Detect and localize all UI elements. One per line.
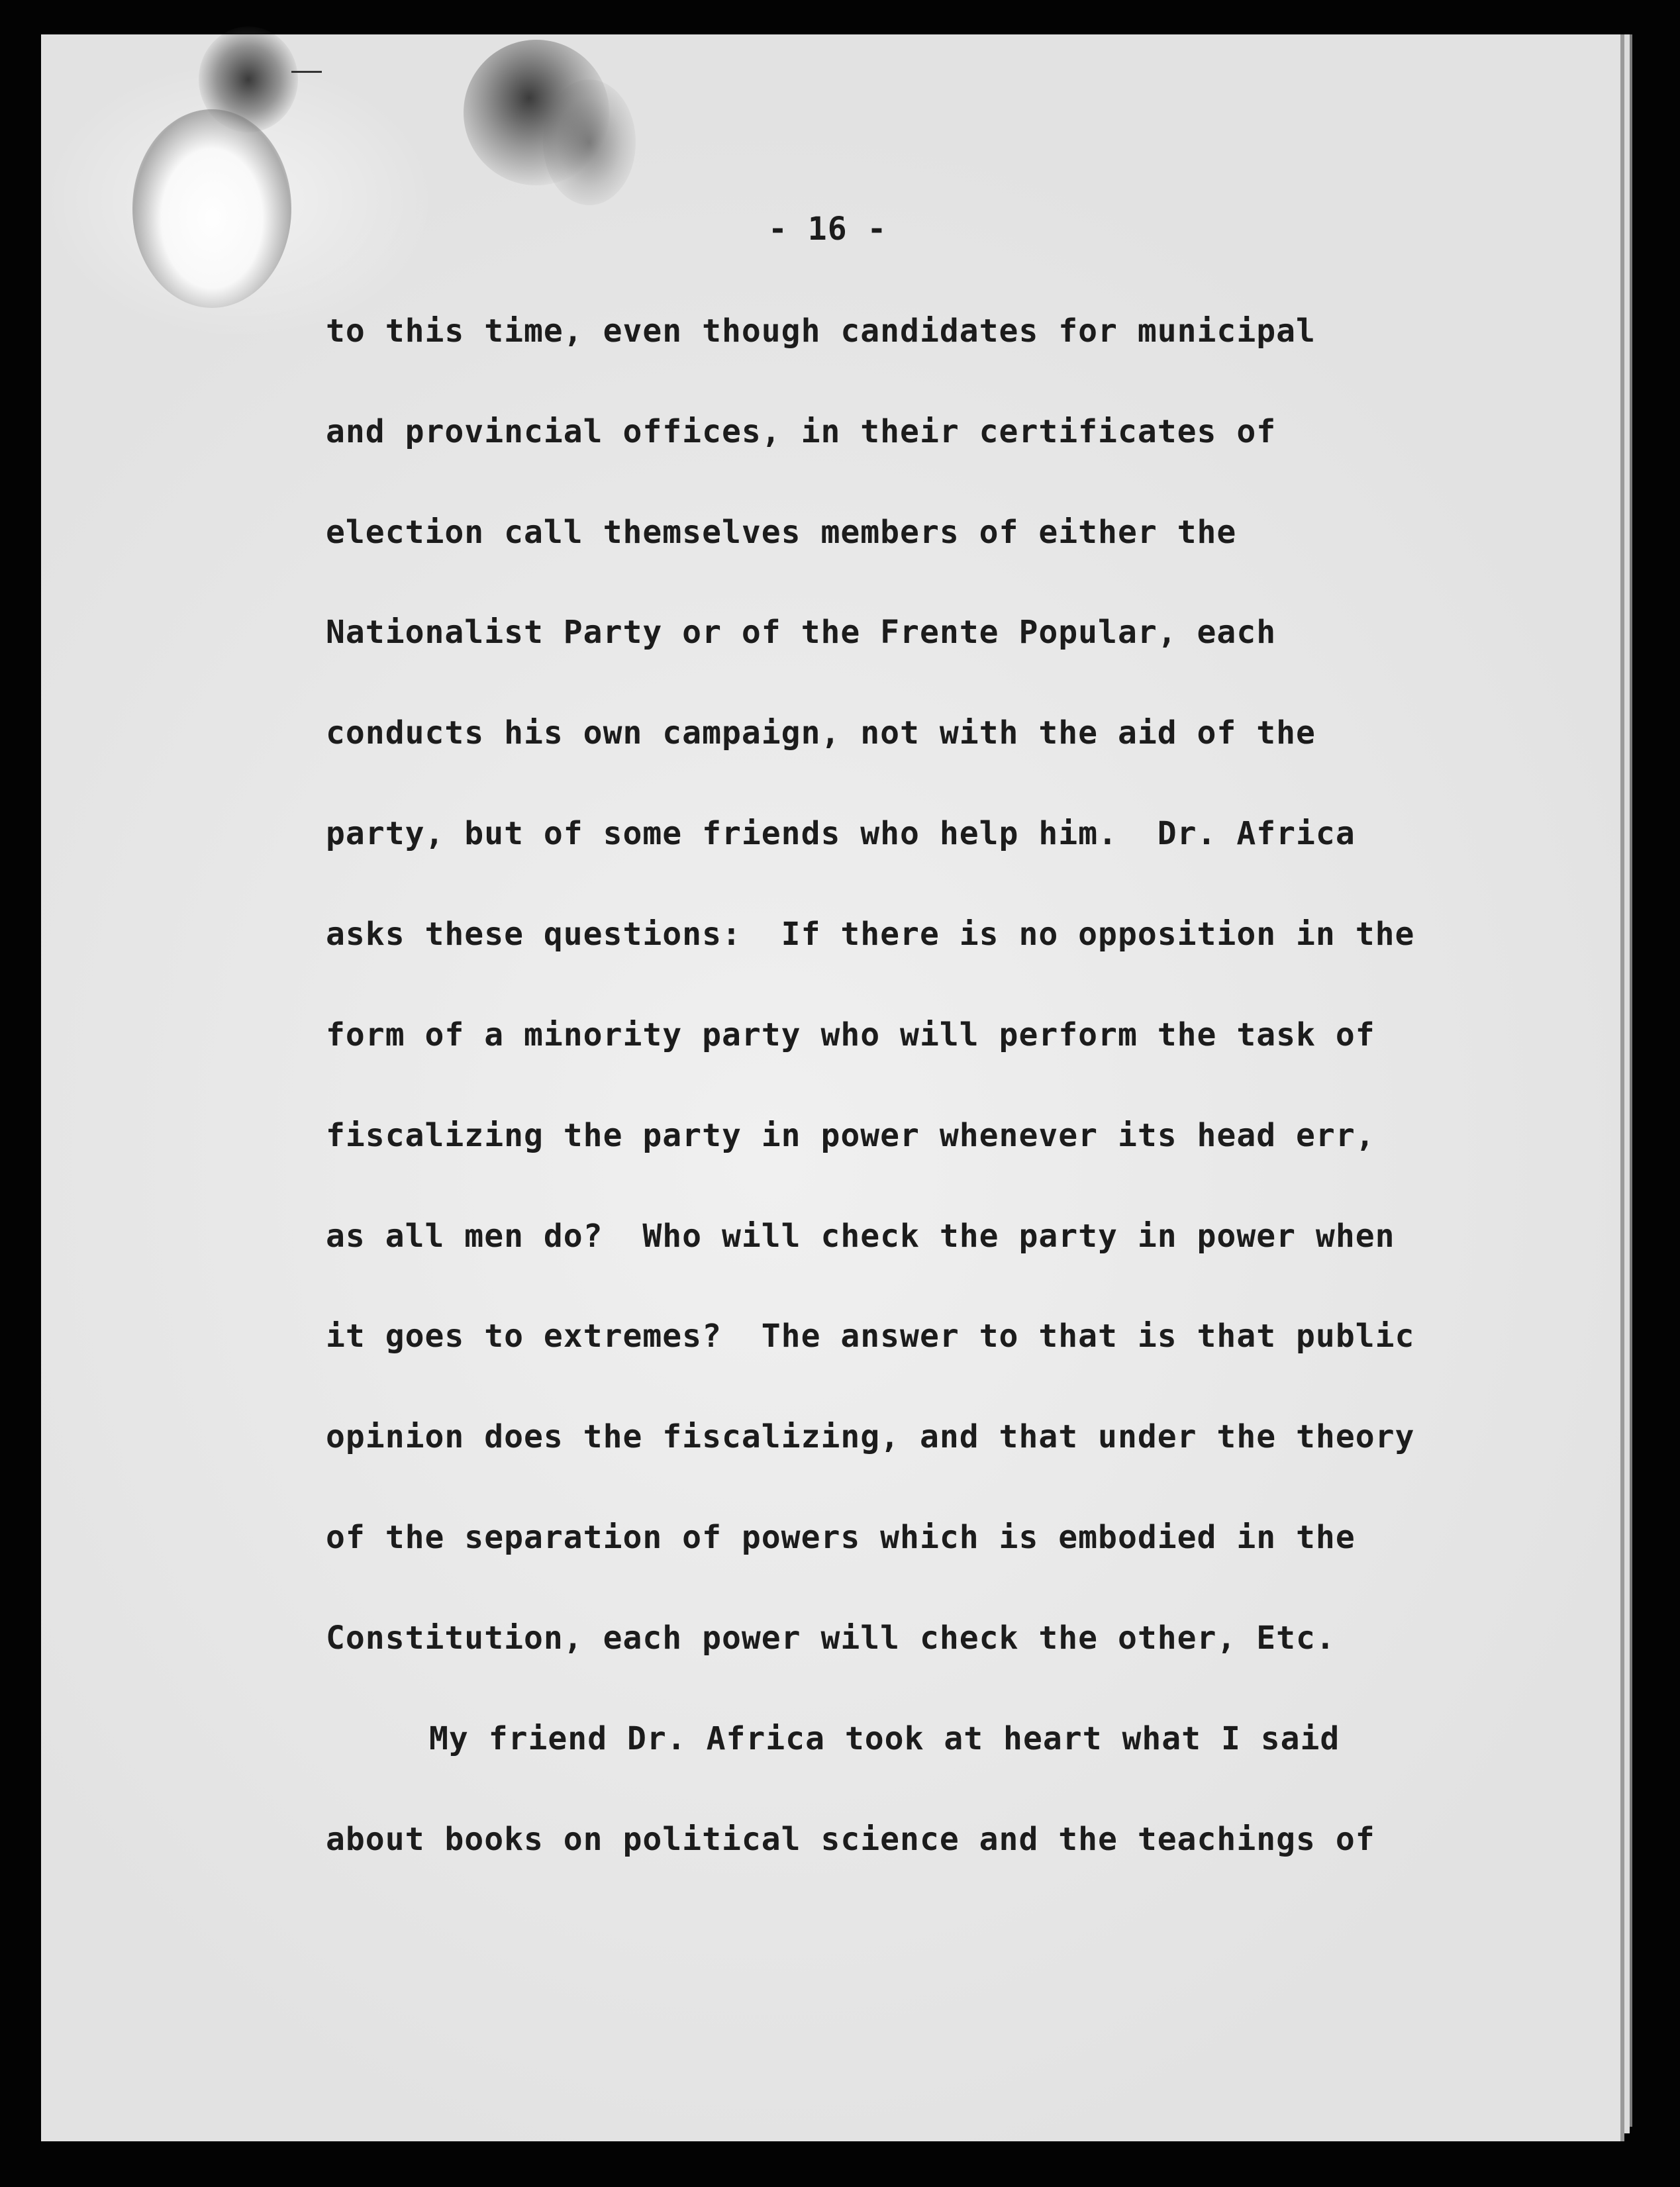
text-line: to this time, even though candidates for municipal [326, 313, 1316, 350]
text-line: and provincial offices, in their certificates of [326, 413, 1277, 450]
text-line: asks these questions: If there is no opposition in the [326, 916, 1415, 953]
text-line: party, but of some friends who help him. Dr. Africa [326, 815, 1356, 852]
text-line: Constitution, each power will check the other, Etc. [326, 1620, 1336, 1657]
text-line: as all men do? Who will check the party in power when [326, 1218, 1395, 1255]
text-line: opinion does the fiscalizing, and that under the theory [326, 1418, 1415, 1455]
text-line: conducts his own campaign, not with the aid of the [326, 714, 1316, 752]
text-line: election call themselves members of either the [326, 514, 1237, 551]
text-line: about books on political science and the teachings of [326, 1821, 1375, 1858]
text-line: Nationalist Party or of the Frente Popular, each [326, 614, 1277, 651]
text-line: it goes to extremes? The answer to that is that public [326, 1318, 1415, 1355]
paragraph-first-line: My friend Dr. Africa took at heart what I said [429, 1720, 1340, 1757]
text-line: fiscalizing the party in power whenever its head err, [326, 1117, 1375, 1154]
page-number: - 16 - [768, 211, 887, 248]
text-line: form of a minority party who will perform the task of [326, 1016, 1375, 1053]
text-line: of the separation of powers which is embodied in the [326, 1519, 1356, 1556]
